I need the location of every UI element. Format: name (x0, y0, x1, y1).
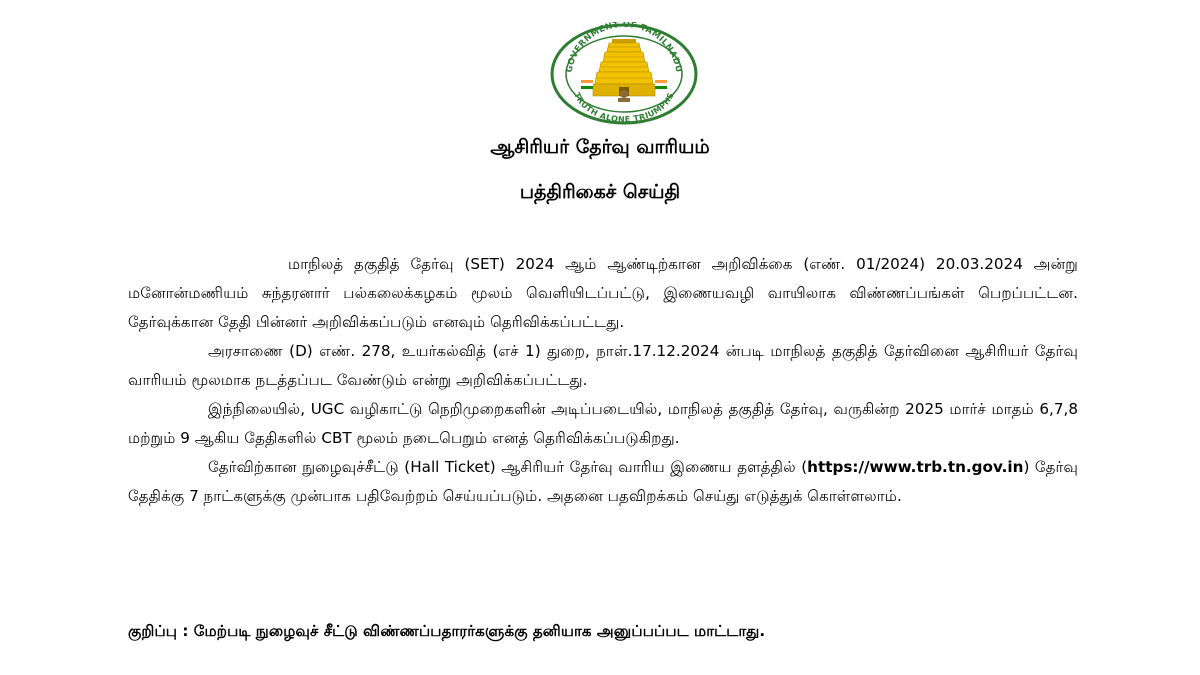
note-paragraph: குறிப்பு : மேற்படி நுழைவுச் சீட்டு விண்ணப்பதாரர்களுக்கு தனியாக அனுப்பப்பட மாட்டாது. (128, 622, 766, 640)
paragraph-4-after-url: ) தேர்வு தேதிக்கு 7 நாட்களுக்கு முன்பாக பதிவேற்றம் செய்யப்படும். அதனை பதவிறக்கம் செய்து எடுத்துக் கொள்ளலாம். (128, 458, 1078, 505)
paragraph-3: இந்நிலையில், UGC வழிகாட்டு நெறிமுறைகளின் அடிப்படையில், மாநிலத் தகுதித் தேர்வு, வருகின்ற 2025 மார்ச் மாதம் 6,7,8 மற்றும் 9 ஆகிய தேதிகளில் CBT மூலம் நடைபெறும் எனத் தெரிவிக்கப்படுகிறது. (128, 400, 1078, 447)
paragraph-4-before-url: தேர்விற்கான நுழைவுச்சீட்டு (Hall Ticket) ஆசிரியர் தேர்வு வாரிய இணைய தளத்தில் ( (208, 458, 808, 476)
svg-text:GOVERNMENT OF TAMILNADU: GOVERNMENT OF TAMILNADU (564, 22, 684, 74)
paragraph-4 (128, 453, 1078, 511)
paragraph-2: அரசாணை (D) எண். 278, உயர்கல்வித் (எச் 1) துறை, நாள்.17.12.2024 ன்படி மாநிலத் தகுதித் தேர்வினை ஆசிரியர் தேர்வு வாரியம் மூலமாக நடத்தப்பட வேண்டும் என்று அறிவிக்கப்பட்டது. (128, 342, 1078, 389)
emblem-icon (541, 22, 707, 126)
page-subtitle: பத்திரிகைச் செய்தி (519, 181, 681, 203)
government-emblem-logo (541, 22, 707, 126)
paragraph-1: மாநிலத் தகுதித் தேர்வு (SET) 2024 ஆம் ஆண்டிற்கான அறிவிக்கை (எண். 01/2024) 20.03.2024 அன்று மனோன்மணியம் சுந்தரனார் பல்கலைக்கழகம் மூலம் வெளியிடப்பட்டு, இணையவழி வாயிலாக விண்ணப்பங்கள் பெறப்பட்டன. தேர்வுக்கான தேதி பின்னர் அறிவிக்கப்படும் எனவும் தெரிவிக்கப்பட்டது. (128, 255, 1078, 331)
press-release-body (128, 250, 1078, 511)
svg-text:TRUTH ALONE TRIUMPHS: TRUTH ALONE TRIUMPHS (572, 91, 676, 125)
page-title: ஆசிரியர் தேர்வு வாரியம் (490, 136, 710, 158)
trb-website-link[interactable]: https://www.trb.tn.gov.in (807, 458, 1024, 476)
